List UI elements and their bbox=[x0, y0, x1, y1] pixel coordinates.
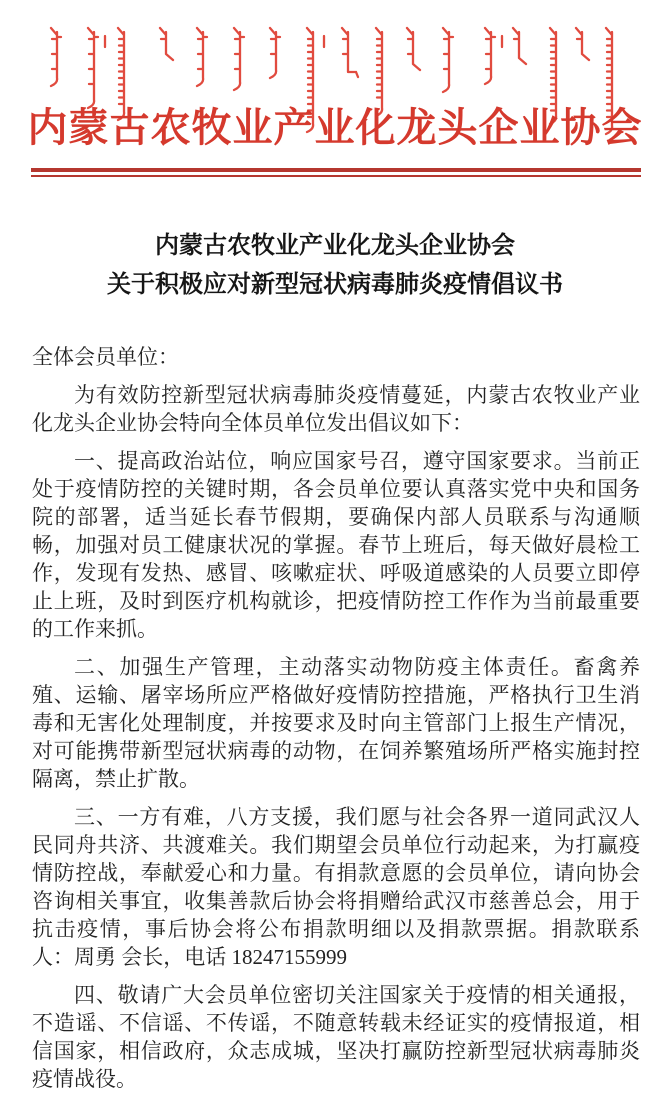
letterhead bbox=[0, 0, 670, 180]
paragraph-item-4: 四、敬请广大会员单位密切关注国家关于疫情的相关通报，不造谣、不信谣、不传谣，不随意转载未经证实的疫情报道，相信国家，相信政府，众志成城，坚决打赢防控新型冠状病毒肺炎疫情战役。 bbox=[32, 983, 640, 1091]
paragraph-intro: 为有效防控新型冠状病毒肺炎疫情蔓延，内蒙古农牧业产业化龙头企业协会特向全体员单位发出倡议如下： bbox=[32, 383, 640, 435]
document-title bbox=[40, 227, 630, 305]
document-body bbox=[0, 343, 670, 1093]
document-title-line1: 内蒙古农牧业产业化龙头企业协会 bbox=[155, 233, 515, 259]
organization-name-red: 内蒙古农牧业产业化龙头企业协会 bbox=[27, 105, 643, 150]
salutation: 全体会员单位： bbox=[32, 345, 179, 369]
paragraph-item-2: 二、加强生产管理，主动落实动物防疫主体责任。畜禽养殖、运输、屠宰场所应严格做好疫情防控措施，严格执行卫生消毒和无害化处理制度，并按要求及时向主管部门上报生产情况，对可能携带新型冠状病毒的动物，在饲养繁殖场所严格实施封控隔离，禁止扩散。 bbox=[32, 655, 640, 791]
paragraph-item-1: 一、提高政治站位，响应国家号召，遵守国家要求。当前正处于疫情防控的关键时期，各会员单位要认真落实党中央和国务院的部署，适当延长春节假期，要确保内部人员联系与沟通顺畅，加强对员工健康状况的掌握。春节上班后，每天做好晨检工作，发现有发热、感冒、咳嗽症状、呼吸道感染的人员要立即停止上班，及时到医疗机构就诊，把疫情防控工作作为当前最重要的工作来抓。 bbox=[32, 449, 640, 641]
document-title-line2: 关于积极应对新型冠状病毒肺炎疫情倡议书 bbox=[107, 272, 563, 298]
paragraph-item-3: 三、一方有难，八方支援，我们愿与社会各界一道同武汉人民同舟共济、共渡难关。我们期望会员单位行动起来，为打赢疫情防控战，奉献爱心和力量。有捐款意愿的会员单位，请向协会咨询相关事宜，收集善款后协会将捐赠给武汉市慈善总会，用于抗击疫情，事后协会将公布捐款明细以及捐款票据。捐款联系人：周勇 会长，电话 18247155999 bbox=[32, 805, 640, 969]
letterhead-divider-rule bbox=[31, 168, 641, 177]
